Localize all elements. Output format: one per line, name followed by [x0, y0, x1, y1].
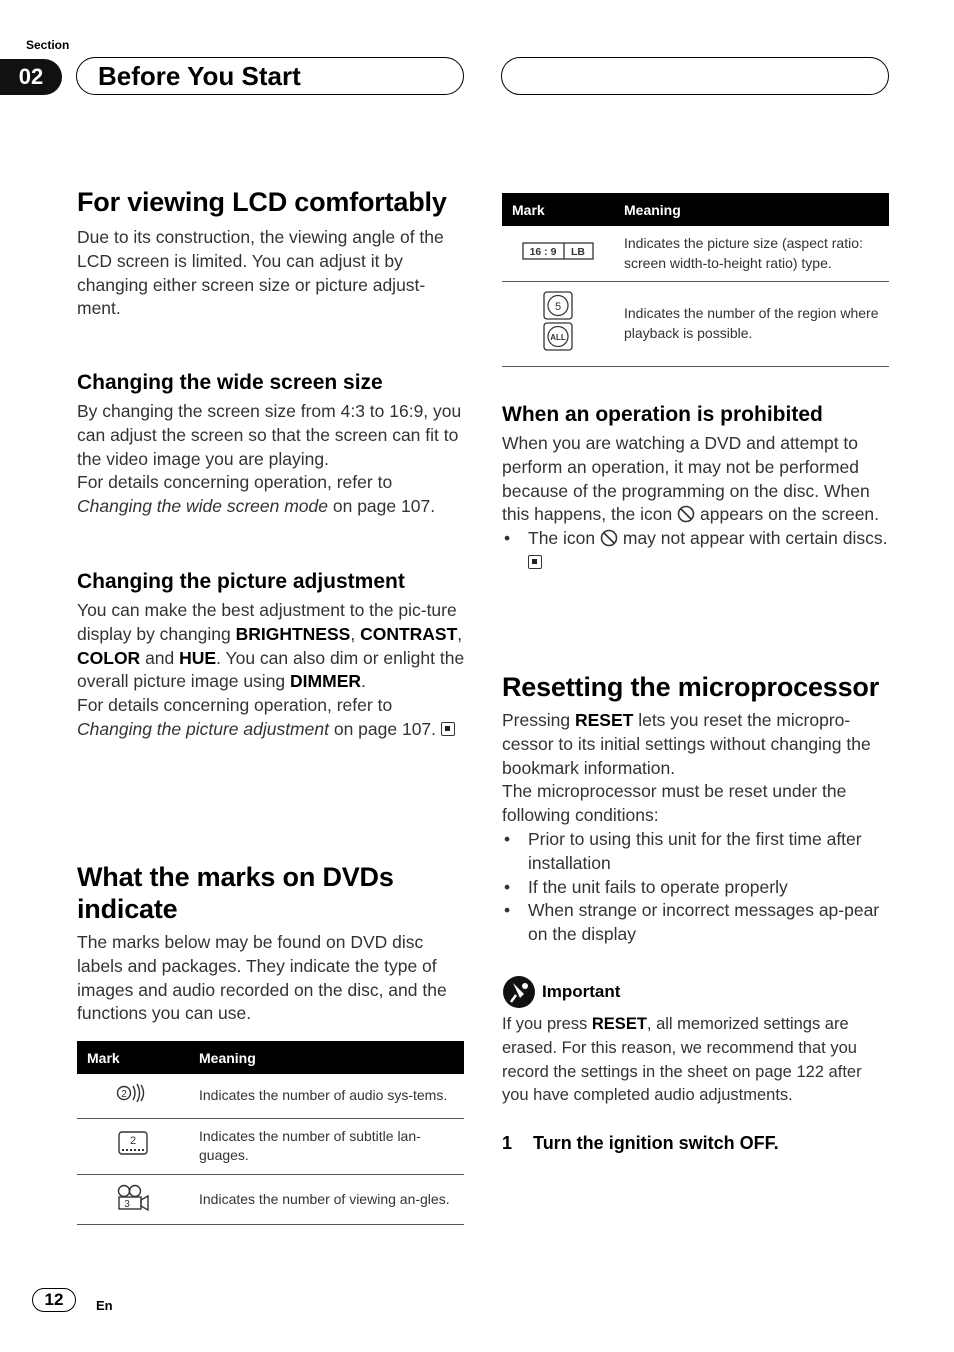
wide-body-text: By changing the screen size from 4:3 to 16:9, you can adjust the screen so that the screen can fit to the video image you are playing. [77, 401, 462, 469]
important-body [502, 1013, 890, 1108]
brightness-term: BRIGHTNESS [235, 623, 351, 644]
table-row [502, 226, 889, 282]
important-title: Important [542, 982, 621, 1001]
picture-heading: Changing the picture adjustment [77, 570, 405, 593]
meaning-cell: Indicates the number of audio sys-tems. [189, 1074, 464, 1118]
lcd-body: Due to its construction, the viewing angle of the LCD screen is limited. You can adjust it by changing either screen size or picture adjust-ment. [77, 227, 444, 319]
picture-text: You can make the best adjustment to the pic-ture display by changing [77, 600, 457, 644]
prohibited-bullets [502, 527, 890, 575]
bullet-text-post: may not appear with certain discs. [622, 528, 888, 549]
page-number: 12 [32, 1288, 76, 1312]
reset-section [502, 671, 890, 947]
svg-text:16 : 9: 16 : 9 [529, 245, 557, 258]
prohibited-body [502, 432, 890, 527]
lcd-section [77, 186, 465, 321]
reset-term: RESET [591, 1015, 647, 1033]
reset-heading: Resetting the microprocessor [502, 672, 880, 702]
step-1 [502, 1133, 779, 1154]
audio-systems-icon [77, 1074, 189, 1118]
svg-text:5: 5 [554, 301, 562, 313]
marks-body: The marks below may be found on DVD disc labels and packages. They indicate the type of images and audio recorded on the disc, and the functions you can use. [77, 932, 447, 1024]
meaning-cell: Indicates the number of viewing an-gles. [189, 1174, 464, 1225]
marks-section [77, 861, 465, 1026]
prohibited-section [502, 402, 890, 575]
end-mark-icon [528, 555, 542, 569]
mark-col-header: Mark [77, 1041, 189, 1074]
meaning-cell: Indicates the number of the region where playback is possible. [614, 282, 889, 367]
important-text-pre: If you press [502, 1015, 588, 1033]
subtitle-languages-icon [77, 1118, 189, 1174]
page-title: Before You Start [98, 61, 301, 91]
picture-ref-post: on page 107. [333, 718, 437, 739]
picture-body: You can make the best adjustment to the pic-ture display by changing BRIGHTNESS, CONTRAST, COLOR and HUE. You can also dim or enlight the overall picture image using DIMMER. For details concerning operation, refer to Changing the picture adjustment on page 107. [77, 600, 465, 739]
lcd-heading: For viewing LCD comfortably [77, 187, 447, 217]
contrast-term: CONTRAST [360, 623, 458, 644]
meaning-cell: Indicates the picture size (aspect ratio: screen width-to-height ratio) type. [614, 226, 889, 282]
prohibited-icon [677, 505, 695, 523]
svg-text:2: 2 [129, 1135, 137, 1148]
aspect-ratio-icon [502, 226, 614, 282]
region-icon [502, 282, 614, 367]
header-blank-frame [501, 57, 889, 95]
svg-text:ALL: ALL [550, 333, 566, 342]
prohibited-text-2: appears on the screen. [700, 504, 880, 525]
reset-text-post: lets you reset the micropro-cessor to its initial settings without changing the bookmark information. [502, 710, 871, 778]
marks-table-2-header [502, 193, 889, 226]
and-text: and [145, 647, 175, 668]
picture-ref-link: Changing the picture adjustment [77, 718, 329, 739]
step-number: 1 [502, 1133, 513, 1153]
step-text: Turn the ignition switch OFF. [533, 1133, 779, 1153]
important-header [502, 975, 890, 1009]
hue-term: HUE [179, 647, 217, 668]
marks-table-header [77, 1041, 464, 1074]
wide-ref-post: on page 107. [332, 496, 436, 517]
important-section [502, 975, 890, 1108]
reset-text-pre: Pressing [502, 710, 571, 730]
mark-col-header: Mark [502, 193, 614, 226]
meaning-cell: Indicates the number of subtitle lan-guages. [189, 1118, 464, 1174]
wide-body [77, 400, 465, 519]
section-label: Section [26, 38, 70, 52]
table-row [77, 1074, 464, 1118]
list-item: • If the unit fails to operate properly [502, 876, 890, 900]
table-row [77, 1174, 464, 1225]
wide-ref-pre: For details concerning operation, refer to [77, 472, 393, 493]
important-text-post: , all memorized settings are erased. For this reason, we recommend that you record the settings in the sheet on page 122 after you have completed audio adjustments. [502, 1015, 862, 1105]
wide-heading: Changing the wide screen size [77, 371, 383, 394]
language-label: En [96, 1298, 113, 1313]
list-item [502, 527, 890, 575]
marks-table-2 [502, 193, 889, 367]
picture-section [77, 569, 465, 742]
reset-bullets [502, 828, 890, 947]
reset-term: RESET [574, 710, 634, 730]
marks-heading: What the marks on DVDs indicate [77, 862, 394, 924]
table-row [502, 282, 889, 367]
svg-text:LB: LB [571, 245, 585, 258]
prohibited-icon [600, 529, 618, 547]
end-mark-icon [441, 722, 455, 736]
table-row [77, 1118, 464, 1174]
wide-ref-link: Changing the wide screen mode [77, 496, 328, 517]
picture-text-2: . You can also dim or enlight the overall picture image using [77, 647, 465, 692]
meaning-col-header: Meaning [189, 1041, 464, 1074]
reset-body [502, 709, 890, 828]
svg-text:2: 2 [121, 1089, 127, 1100]
prohibited-text: When you are watching a DVD and attempt to perform an operation, it may not be performed because of the programming on the disc. When this happens, the icon [502, 433, 870, 525]
color-term: COLOR [77, 647, 141, 668]
section-number: 02 [0, 59, 62, 95]
prohibited-heading: When an operation is prohibited [502, 403, 823, 426]
reset-conditions-text: The microprocessor must be reset under the following conditions: [502, 781, 847, 826]
meaning-col-header: Meaning [614, 193, 889, 226]
marks-table [77, 1041, 464, 1225]
picture-ref-pre: For details concerning operation, refer to [77, 695, 393, 716]
list-item: • Prior to using this unit for the first time after installation [502, 828, 890, 876]
bullet-text-pre: The icon [528, 528, 596, 549]
svg-text:3: 3 [124, 1198, 130, 1210]
wide-section [77, 370, 465, 519]
viewing-angles-icon [77, 1174, 189, 1225]
dimmer-term: DIMMER [290, 671, 362, 692]
list-item: • When strange or incorrect messages ap-pear on the display [502, 899, 890, 947]
important-icon [502, 975, 536, 1009]
